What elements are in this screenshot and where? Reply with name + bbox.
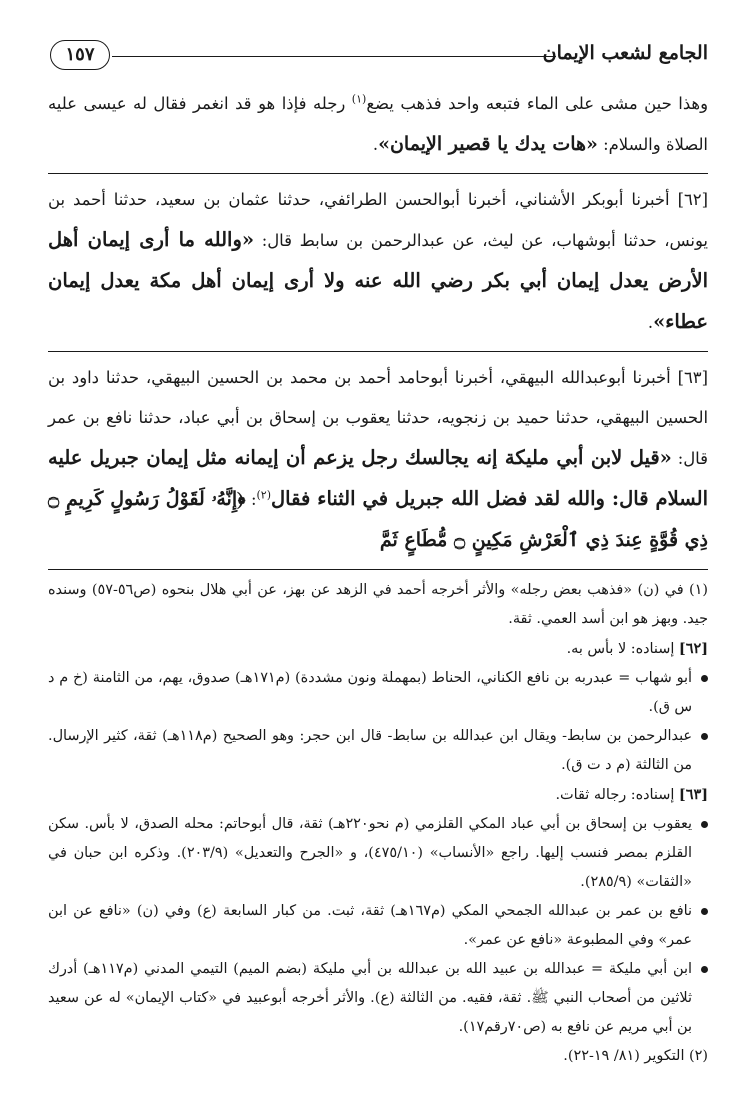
quran-verse: ﴿إِنَّهُۥ لَقَوْلُ رَسُولٍ كَرِيمٍ ۝ ذِي قُوَّةٍ عِندَ ذِي ٱلْعَرْشِ مَكِينٍ ۝ مُّطَاعٍ ثَمَّ: [48, 488, 708, 551]
para1-end: .: [372, 135, 379, 154]
paragraph-62: [48, 180, 708, 343]
footnote-1: (١) في (ن) «فذهب بعض رجله» والأثر أخرجه أحمد في الزهد عن بهز، عن أبي هلال بنحوه (ص٥٦-٥٧) وسنده جيد. وبهز هو ابن أسد العمي. ثقة.: [48, 582, 708, 627]
para1-text-b: رجله فإذا هو قد انغمر فقال له عيسى عليه الصلاة والسلام:: [48, 94, 708, 154]
list-item: [48, 955, 708, 1042]
bullet-icon: [701, 821, 708, 828]
note-63-list: [48, 810, 708, 1042]
header-rule: [112, 56, 556, 57]
para1-quote: «هات يدك يا قصير الإيمان»: [378, 133, 598, 155]
note-63-ref: [٦٣]: [678, 786, 708, 803]
bullet-icon: [701, 733, 708, 740]
list-item-text: ابن أبي مليكة = عبدالله بن عبيد الله بن عبدالله بن أبي مليكة (بضم الميم) التيمي المدني (م١١٧هـ) أدرك ثلاثين من أصحاب النبي ﷺ. ثقة، فقيه. من الثالثة (ع). والأثر أخرجه أبوعبيد في «كتاب الإيمان» له عن سعيد بن أبي مريم عن نافع به (ص٧٠رقم١٧).: [48, 961, 692, 1035]
list-item-text: عبدالرحمن بن سابط- ويقال ابن عبدالله بن سابط- قال ابن حجر: وهو الصحيح (م١١٨هـ) ثقة، كثير الإرسال. من الثالثة (م د ت ق).: [48, 728, 692, 773]
bullet-icon: [701, 908, 708, 915]
footnotes: [48, 576, 708, 1071]
para62-end: .: [647, 313, 654, 332]
footnote-marker-1: (١): [351, 92, 367, 106]
list-item-text: يعقوب بن إسحاق بن أبي عباد المكي القلزمي (م نحو٢٢٠هـ) ثقة، قال أبوحاتم: محله الصدق، لا بأس. سكن القلزم بمصر فنسب إليها. راجع «الأنساب» (٤٧٥/١٠)، و «الجرح والتعديل» (٢٠٣/٩). وذكره ابن حبان في «الثقات» (٢٨٥/٩).: [48, 816, 692, 890]
book-page: [48, 38, 708, 1071]
footnote-2: (٢) التكوير (٨١/ ١٩-٢٢).: [563, 1048, 708, 1064]
footnote-marker-2: (٢): [256, 488, 271, 502]
list-item: [48, 664, 708, 722]
bullet-icon: [701, 966, 708, 973]
para1-text-a: وهذا حين مشى على الماء فتبعه واحد فذهب يضع: [366, 94, 708, 113]
bullet-icon: [701, 675, 708, 682]
list-item-text: نافع بن عمر بن عبدالله الجمحي المكي (م١٦٧هـ) ثقة، ثبت. من كبار السابعة (ع) وفي (ن) «نافع عن ابن عمر» وفي المطبوعة «نافع عن عمر».: [48, 903, 692, 948]
list-item: [48, 810, 708, 897]
para62-quote: «والله ما أرى إيمان أهل الأرض يعدل إيمان أبي بكر رضي الله عنه ولا أرى إيمان أهل مكة يعدل إيمان عطاء»: [48, 228, 708, 333]
note-63-text: إسناده: رجاله ثقات.: [555, 787, 679, 803]
list-item: [48, 897, 708, 955]
note-62-list: [48, 664, 708, 780]
paragraph-1: [48, 84, 708, 165]
list-item-text: أبو شهاب = عبدربه بن نافع الكناني، الحناط (بمهملة ونون مشددة) (م١٧١هـ) صدوق، يهم، من الثامنة (خ م د س ق).: [48, 670, 693, 715]
para63-quote: «قيل لابن أبي مليكة إنه يجالسك رجل يزعم أن إيمانه مثل إيمان جبريل عليه السلام قال: والله لقد فضل الله جبريل في الثناء فقال: [48, 446, 708, 510]
page-number: ١٥٧: [50, 40, 110, 70]
main-text: [48, 84, 708, 561]
note-62-ref: [٦٢]: [678, 640, 708, 657]
para63-colon: :: [245, 490, 257, 509]
running-title: الجامع لشعب الإيمان: [542, 42, 708, 64]
list-item: [48, 722, 708, 780]
note-63-heading: [48, 780, 708, 810]
footnote-separator: [48, 569, 708, 570]
page-header: [48, 38, 708, 84]
para63-chain: أخبرنا أبوعبدالله البيهقي، أخبرنا أبوحامد أحمد بن محمد بن الحسين البيهقي، حدثنا داود بن الحسين البيهقي، حدثنا حميد بن زنجويه، حدثنا يعقوب بن إسحاق بن أبي عباد، حدثنا نافع بن عمر قال:: [48, 368, 708, 468]
ref-62: [٦٢]: [677, 190, 708, 209]
para62-chain: أخبرنا أبوبكر الأشناني، أخبرنا أبوالحسن الطرائفي، حدثنا عثمان بن سعيد، حدثنا أحمد بن يونس، حدثنا أبوشهاب، عن ليث، عن عبدالرحمن بن سابط قال:: [48, 190, 708, 250]
separator-2: [48, 351, 708, 352]
paragraph-63: [48, 358, 708, 561]
separator-1: [48, 173, 708, 174]
note-62-heading: [48, 634, 708, 664]
ref-63: [٦٣]: [677, 368, 708, 387]
note-62-text: إسناده: لا بأس به.: [566, 641, 679, 657]
